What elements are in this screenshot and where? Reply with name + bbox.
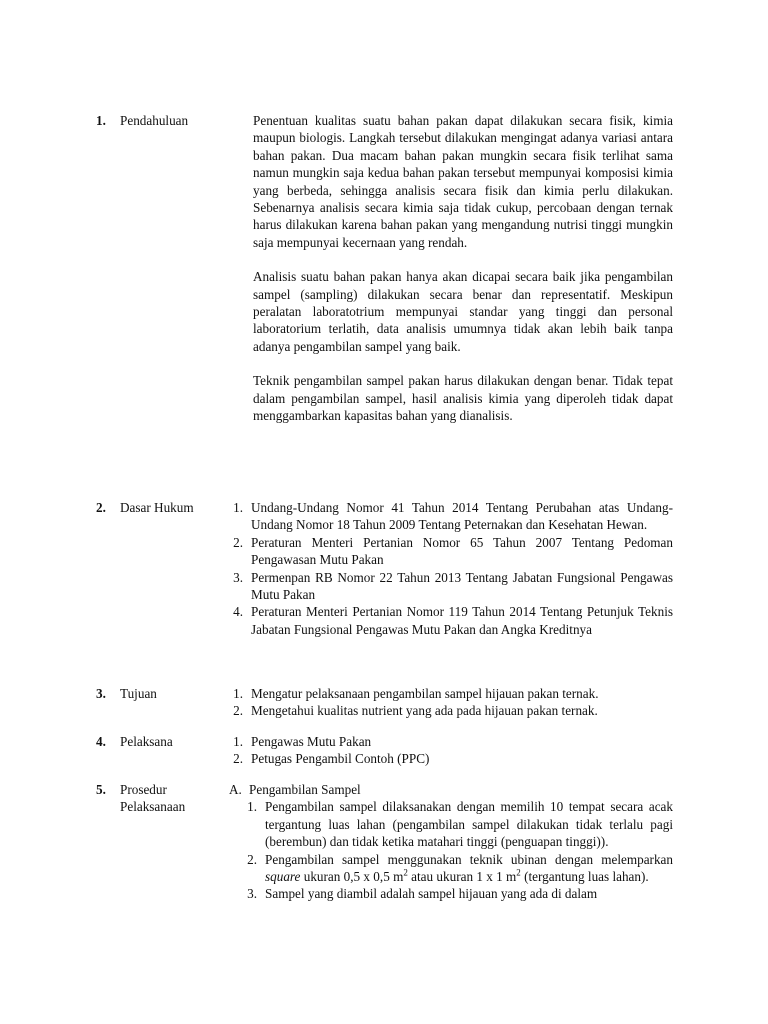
section-number: 1. bbox=[96, 113, 106, 128]
numbered-list bbox=[229, 499, 673, 638]
section-title: Pelaksana bbox=[120, 734, 173, 749]
section-title: Prosedur Pelaksanaan bbox=[120, 782, 186, 815]
list-item: 2. Pengambilan sampel menggunakan teknik ubinan dengan melemparkan square ukuran 0,5 x 0,5 $m^2$ atau ukuran 1 x 1 $m^2$ (tergantung luas lahan). bbox=[247, 851, 673, 885]
subsection-letter: A. bbox=[229, 782, 242, 797]
subsection-heading bbox=[229, 781, 673, 798]
section-title: Tujuan bbox=[120, 686, 157, 701]
paragraph: Teknik pengambilan sampel pakan harus dilakukan dengan benar. Tidak tepat dalam pengambilan sampel, hasil analisis kimia yang diperoleh tidak dapat menggambarkan kapasitas bahan yang dianalisis. bbox=[253, 373, 673, 424]
section-title: Dasar Hukum bbox=[120, 500, 194, 515]
section-number: 4. bbox=[96, 734, 106, 749]
list-item: 1. Undang-Undang Nomor 41 Tahun 2014 Tentang Perubahan atas Undang-Undang Nomor 18 Tahun 2009 Tentang Peternakan dan Kesehatan Hewan. bbox=[233, 500, 673, 533]
section-body bbox=[229, 781, 673, 903]
list-item: 2. Petugas Pengambil Contoh (PPC) bbox=[233, 751, 430, 767]
list-item: 3. Sampel yang diambil adalah sampel hijauan yang ada di dalam bbox=[247, 886, 598, 902]
section-body bbox=[229, 685, 673, 720]
numbered-list bbox=[229, 733, 673, 768]
paragraph: Penentuan kualitas suatu bahan pakan dapat dilakukan secara fisik, kimia maupun biologis. Langkah tersebut dilakukan mengingat adanya variasi antara bahan pakan. Dua macam bahan pakan mungkin secara fisik terlihat sama namun mungkin saja kedua bahan pakan tersebut mempunyai komposisi kimia yang berbeda, sehingga analisis secara fisik dan kimia perlu dilakukan. Sebenarnya analisis secara kimia saja tidak cukup, percobaan dengan ternak harus dilakukan karena bahan pakan yang mengandung nutrisi tinggi mungkin saja mempunyai kecernaan yang rendah. bbox=[253, 113, 673, 250]
section-body bbox=[253, 112, 673, 425]
subsection-title: Pengambilan Sampel bbox=[249, 782, 361, 797]
section-body bbox=[229, 733, 673, 768]
section-number: 3. bbox=[96, 686, 106, 701]
list-item: 1. Pengambilan sampel dilaksanakan dengan memilih 10 tempat secara acak tergantung luas lahan (pengambilan sampel dilakukan tidak terlalu pagi (berembun) dan tidak ketika matahari tinggi (penguapan tinggi)). bbox=[247, 799, 673, 850]
section-number: 5. bbox=[96, 782, 106, 797]
numbered-list bbox=[229, 685, 673, 720]
section-number: 2. bbox=[96, 500, 106, 515]
list-item: 3. Permenpan RB Nomor 22 Tahun 2013 Tentang Jabatan Fungsional Pengawas Mutu Pakan bbox=[233, 569, 673, 603]
list-item: 1. Pengawas Mutu Pakan bbox=[233, 734, 372, 749]
list-item: 4. Peraturan Menteri Pertanian Nomor 119 Tahun 2014 Tentang Petunjuk Teknis Jabatan Fungsional Pengawas Mutu Pakan dan Angka Kreditnya bbox=[233, 604, 673, 637]
paragraph: Analisis suatu bahan pakan hanya akan dicapai secara baik jika pengambilan sampel (sampling) dilakukan secara benar dan representatif. Meskipun peralatan laboratotrium mempunyai standar yang tinggi dan personal laboratorium terlatih, data analisis umumnya tidak akan lebih baik tanpa adanya pengambilan sampel yang baik. bbox=[253, 269, 673, 354]
list-item: 1. Mengatur pelaksanaan pengambilan sampel hijauan pakan ternak. bbox=[233, 686, 599, 701]
list-item: 2. Peraturan Menteri Pertanian Nomor 65 Tahun 2007 Tentang Pedoman Pengawasan Mutu Pakan bbox=[233, 534, 673, 568]
section-body bbox=[229, 499, 673, 638]
numbered-list bbox=[229, 798, 673, 902]
section-title: Pendahuluan bbox=[120, 113, 189, 128]
list-item: 2. Mengetahui kualitas nutrient yang ada pada hijauan pakan ternak. bbox=[233, 703, 598, 719]
